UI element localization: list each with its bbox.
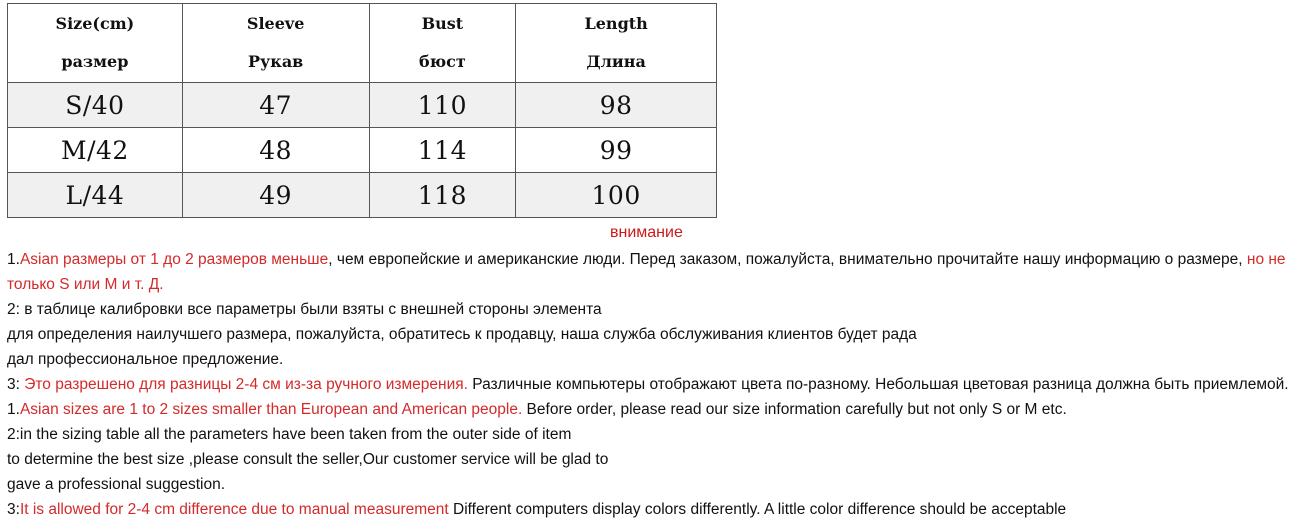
cell-length: 99 [516, 128, 717, 173]
note-en-1 [7, 397, 1307, 422]
table-row [8, 83, 717, 128]
header-size-ru: размер [61, 52, 129, 71]
note-ru-1-text: , чем европейские и американские люди. Перед заказом, пожалуйста, внимательно прочитайте нашу информацию о размере, [328, 251, 1247, 268]
note-en-2-line-2: to determine the best size ,please consult the seller,Our customer service will be glad to [7, 451, 609, 468]
header-length-en: Length [584, 14, 648, 33]
header-bust-ru: бюст [419, 52, 466, 71]
cell-sleeve: 49 [182, 173, 369, 218]
note-ru-1-prefix: 1. [7, 251, 20, 268]
note-ru-3 [7, 372, 1307, 397]
header-bust-en: Bust [421, 14, 464, 33]
header-size [8, 4, 183, 83]
note-en-3-text: Different computers display colors differently. A little color difference should be acceptable [448, 501, 1067, 518]
note-en-3 [7, 497, 1307, 522]
note-ru-2-line-1: 2: в таблице калибровки все параметры были взяты с внешней стороны элемента [7, 301, 602, 318]
cell-size: L/44 [8, 173, 183, 218]
note-en-2-line-3: gave a professional suggestion. [7, 476, 226, 493]
note-ru-1 [7, 247, 1307, 297]
header-length [516, 4, 717, 83]
cell-sleeve: 47 [182, 83, 369, 128]
table-row [8, 128, 717, 173]
note-en-3-prefix: 3: [7, 501, 20, 518]
note-en-1-prefix: 1. [7, 401, 20, 418]
note-ru-1-highlight: Asian размеры от 1 до 2 размеров меньше [19, 251, 329, 268]
note-en-2-line-1: 2:in the sizing table all the parameters have been taken from the outer side of item [7, 426, 572, 443]
attention-heading: внимание [610, 224, 683, 241]
cell-bust: 110 [369, 83, 516, 128]
header-sleeve-ru: Рукав [247, 52, 304, 71]
size-notes [7, 247, 1307, 522]
cell-length: 98 [516, 83, 717, 128]
note-en-3-highlight: It is allowed for 2-4 cm difference due to manual measurement [19, 501, 449, 518]
cell-bust: 118 [369, 173, 516, 218]
cell-size: M/42 [8, 128, 183, 173]
cell-sleeve: 48 [182, 128, 369, 173]
size-chart-table [7, 3, 717, 218]
header-size-en: Size(cm) [55, 14, 135, 33]
header-sleeve [182, 4, 369, 83]
note-ru-3-text: Различные компьютеры отображают цвета по-разному. Небольшая цветовая разница должна быть приемлемой. [467, 376, 1289, 393]
note-en-1-highlight: Asian sizes are 1 to 2 sizes smaller than European and American people. [19, 401, 523, 418]
note-ru-2-line-3: дал профессиональное предложение. [7, 351, 284, 368]
header-length-ru: Длина [586, 52, 646, 71]
note-ru-1-highlight-2: но не только S или M и т. Д. [7, 251, 1286, 293]
note-en-1-text: Before order, please read our size information carefully but not only S or M etc. [522, 401, 1067, 418]
note-ru-3-prefix: 3: [7, 376, 25, 393]
table-row [8, 173, 717, 218]
cell-length: 100 [516, 173, 717, 218]
note-ru-2-line-2: для определения наилучшего размера, пожалуйста, обратитесь к продавцу, наша служба обслуживания клиентов будет рада [7, 326, 917, 343]
cell-bust: 114 [369, 128, 516, 173]
cell-size: S/40 [8, 83, 183, 128]
table-header-row [8, 4, 717, 83]
header-bust [369, 4, 516, 83]
header-sleeve-en: Sleeve [246, 14, 305, 33]
note-ru-3-highlight: Это разрешено для разницы 2-4 см из-за ручного измерения. [24, 376, 468, 393]
